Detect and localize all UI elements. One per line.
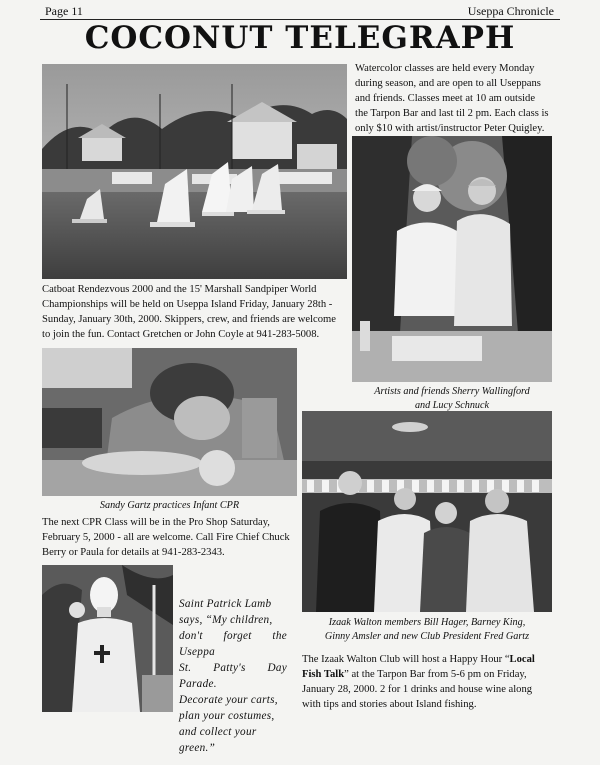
- cpr-photo-art: [42, 348, 297, 496]
- lamb-photo: [42, 565, 173, 712]
- catboat-line: Catboat Rendezvous 2000 and the 15' Marshall Sandpiper World: [42, 284, 317, 295]
- cpr-photo: [42, 348, 297, 496]
- lamb-line: green.”: [179, 742, 216, 754]
- izaak-line: [302, 667, 557, 682]
- izaak-caption-line: Ginny Amsler and new Club President Fred Gartz: [324, 631, 530, 642]
- artists-photo: [352, 136, 552, 382]
- lamb-line: and collect your: [179, 726, 257, 738]
- catboat-line: Championships will be held on Useppa Island Friday, January 28th -: [42, 299, 333, 310]
- masthead-title: COCONUT TELEGRAPH: [84, 20, 516, 56]
- izaak-text-post: ” at the Tarpon Bar from 5-6 pm on Friday,: [344, 669, 527, 680]
- izaak-event-name: Local: [509, 654, 535, 665]
- artists-photo-art: [352, 136, 552, 382]
- catboat-line: Sunday, January 30th, 2000. Skippers, crew, and friends are welcome: [42, 314, 336, 325]
- lamb-line: Saint Patrick Lamb: [179, 598, 272, 610]
- izaak-event-name-cont: Fish Talk: [302, 669, 345, 680]
- lamb-line: says, “My children,: [179, 614, 273, 626]
- catboat-line: to join the fun. Contact Gretchen or John Coyle at 941-283-5008.: [42, 329, 320, 340]
- cpr-line: The next CPR Class will be in the Pro Shop Saturday,: [42, 517, 270, 528]
- cpr-line: February 5, 2000 - all are welcome. Call Fire Chief Chuck: [42, 532, 290, 543]
- cpr-line: Berry or Paula for details at 941-283-2343.: [42, 547, 225, 558]
- izaak-article: [302, 652, 557, 712]
- izaak-caption-line: Izaak Walton members Bill Hager, Barney King,: [328, 617, 526, 628]
- watercolor-line: and friends. Classes meet at 10 am outside: [355, 93, 536, 104]
- artists-caption-line: Artists and friends Sherry Wallingford: [374, 386, 530, 397]
- lamb-line: Decorate your carts,: [179, 694, 278, 706]
- watercolor-line: during season, and are open to all Useppans: [355, 78, 541, 89]
- artists-caption: [352, 385, 552, 413]
- izaak-text-pre: The Izaak Walton Club will host a Happy Hour “: [302, 654, 510, 665]
- izaak-caption: [302, 616, 552, 644]
- lamb-line: plan your costumes,: [179, 710, 275, 722]
- watercolor-line: Watercolor classes are held every Monday: [355, 63, 535, 74]
- watercolor-article: [355, 61, 565, 136]
- artists-caption-line: and Lucy Schnuck: [414, 400, 490, 411]
- catboat-article: [42, 282, 347, 342]
- watercolor-line: the Tarpon Bar and last til 2 pm. Each class is: [355, 108, 549, 119]
- cpr-caption: Sandy Gartz practices Infant CPR: [99, 500, 240, 511]
- izaak-line: January 28, 2000. 2 for 1 drinks and house wine along: [302, 684, 533, 695]
- lamb-quote: [179, 596, 287, 756]
- page-number: Page 11: [45, 4, 83, 18]
- catboat-photo: [42, 64, 347, 279]
- lamb-photo-art: [42, 565, 173, 712]
- watercolor-line: only $10 with artist/instructor Peter Quigley.: [355, 123, 545, 134]
- publication-name: Useppa Chronicle: [467, 4, 554, 18]
- lamb-line: St. Patty's Day Parade.: [179, 662, 287, 690]
- izaak-line: with tips and stories about Island fishing.: [302, 699, 477, 710]
- izaak-photo: [302, 411, 552, 612]
- izaak-line: [302, 652, 557, 667]
- lamb-line: don't forget the Useppa: [179, 630, 287, 658]
- cpr-article: [42, 515, 300, 560]
- izaak-photo-art: [302, 411, 552, 612]
- catboat-photo-art: [42, 64, 347, 279]
